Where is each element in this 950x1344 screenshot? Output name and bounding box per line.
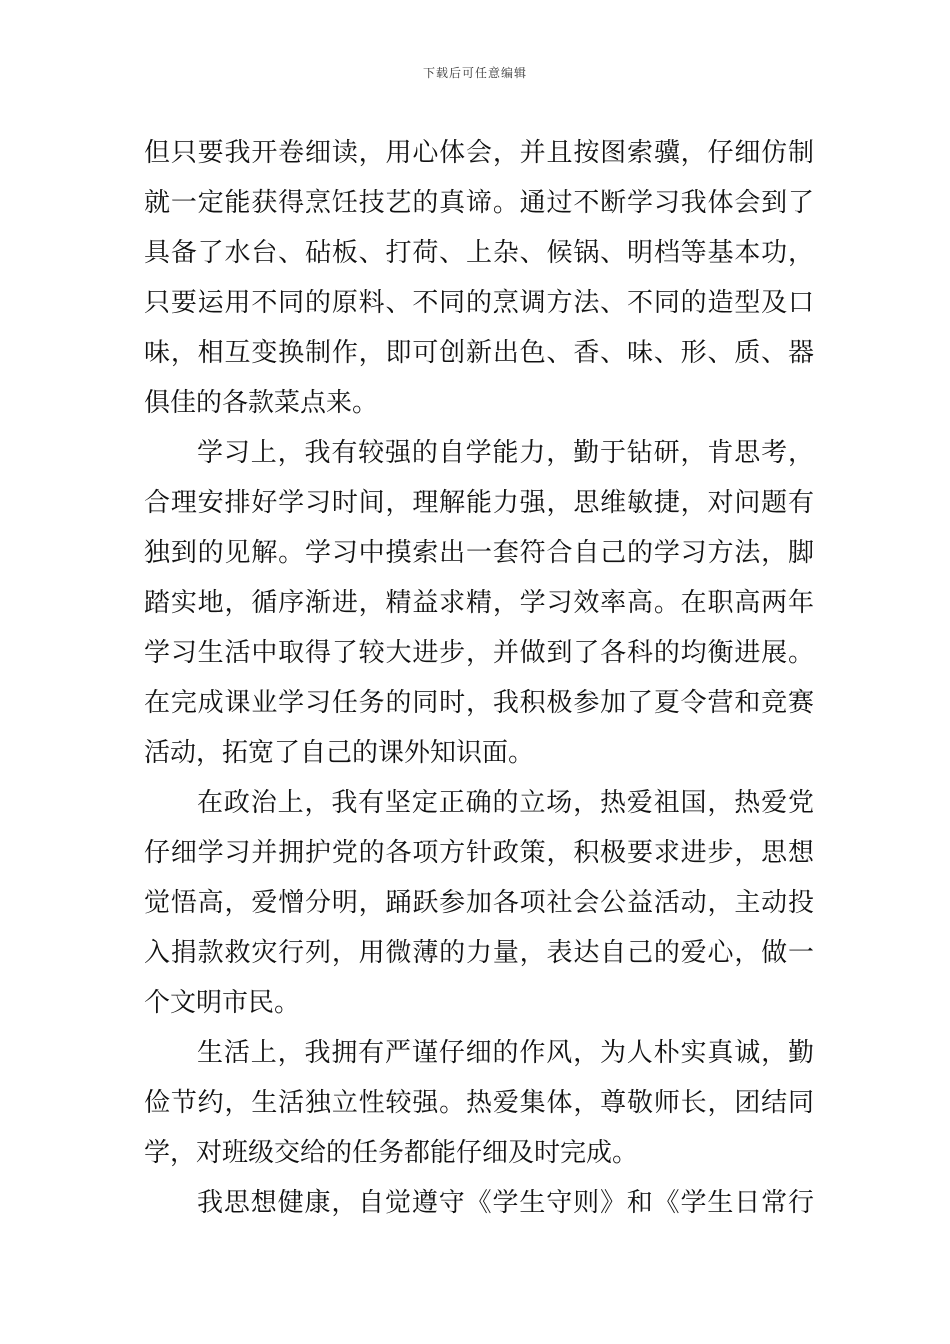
paragraph bbox=[144, 428, 814, 778]
paragraph bbox=[144, 128, 814, 428]
paragraph bbox=[144, 1028, 814, 1178]
page-header: 下载后可任意编辑 bbox=[422, 66, 527, 80]
text-line: 学习生活中取得了较大进步，并做到了各科的均衡进展。 bbox=[144, 638, 814, 668]
text-line: 但只要我开卷细读，用心体会，并且按图索骥，仔细仿制 bbox=[144, 138, 814, 168]
text-line: 生活上，我拥有严谨仔细的作风，为人朴实真诚，勤 bbox=[197, 1038, 814, 1068]
text-line: 仔细学习并拥护党的各项方针政策，积极要求进步，思想 bbox=[144, 838, 814, 868]
text-line: 学习上，我有较强的自学能力，勤于钻研，肯思考， bbox=[197, 438, 814, 468]
text-line: 个文明市民。 bbox=[144, 988, 301, 1018]
text-line: 我思想健康，自觉遵守《学生守则》和《学生日常行 bbox=[197, 1188, 814, 1218]
text-line: 味，相互变换制作，即可创新出色、香、味、形、质、器 bbox=[144, 338, 814, 368]
text-line: 踏实地，循序渐进，精益求精，学习效率高。在职高两年 bbox=[144, 588, 814, 618]
document-body bbox=[144, 128, 814, 1228]
text-line: 独到的见解。学习中摸索出一套符合自己的学习方法，脚 bbox=[144, 538, 814, 568]
text-line: 就一定能获得烹饪技艺的真谛。通过不断学习我体会到了 bbox=[144, 188, 814, 218]
text-line: 活动，拓宽了自己的课外知识面。 bbox=[144, 738, 535, 768]
text-line: 合理安排好学习时间，理解能力强，思维敏捷，对问题有 bbox=[144, 488, 814, 518]
text-line: 学，对班级交给的任务都能仔细及时完成。 bbox=[144, 1138, 639, 1168]
paragraph bbox=[144, 1178, 814, 1228]
text-line: 俱佳的各款菜点来。 bbox=[144, 388, 379, 418]
text-line: 觉悟高，爱憎分明，踊跃参加各项社会公益活动，主动投 bbox=[144, 888, 814, 918]
text-line: 俭节约，生活独立性较强。热爱集体，尊敬师长，团结同 bbox=[144, 1088, 814, 1118]
text-line: 入捐款救灾行列，用微薄的力量，表达自己的爱心，做一 bbox=[144, 938, 814, 968]
text-line: 只要运用不同的原料、不同的烹调方法、不同的造型及口 bbox=[144, 288, 814, 318]
text-line: 在完成课业学习任务的同时，我积极参加了夏令营和竞赛 bbox=[144, 688, 814, 718]
text-line: 具备了水台、砧板、打荷、上杂、候锅、明档等基本功， bbox=[144, 238, 814, 268]
paragraph bbox=[144, 778, 814, 1028]
text-line: 在政治上，我有坚定正确的立场，热爱祖国，热爱党 bbox=[197, 788, 814, 818]
